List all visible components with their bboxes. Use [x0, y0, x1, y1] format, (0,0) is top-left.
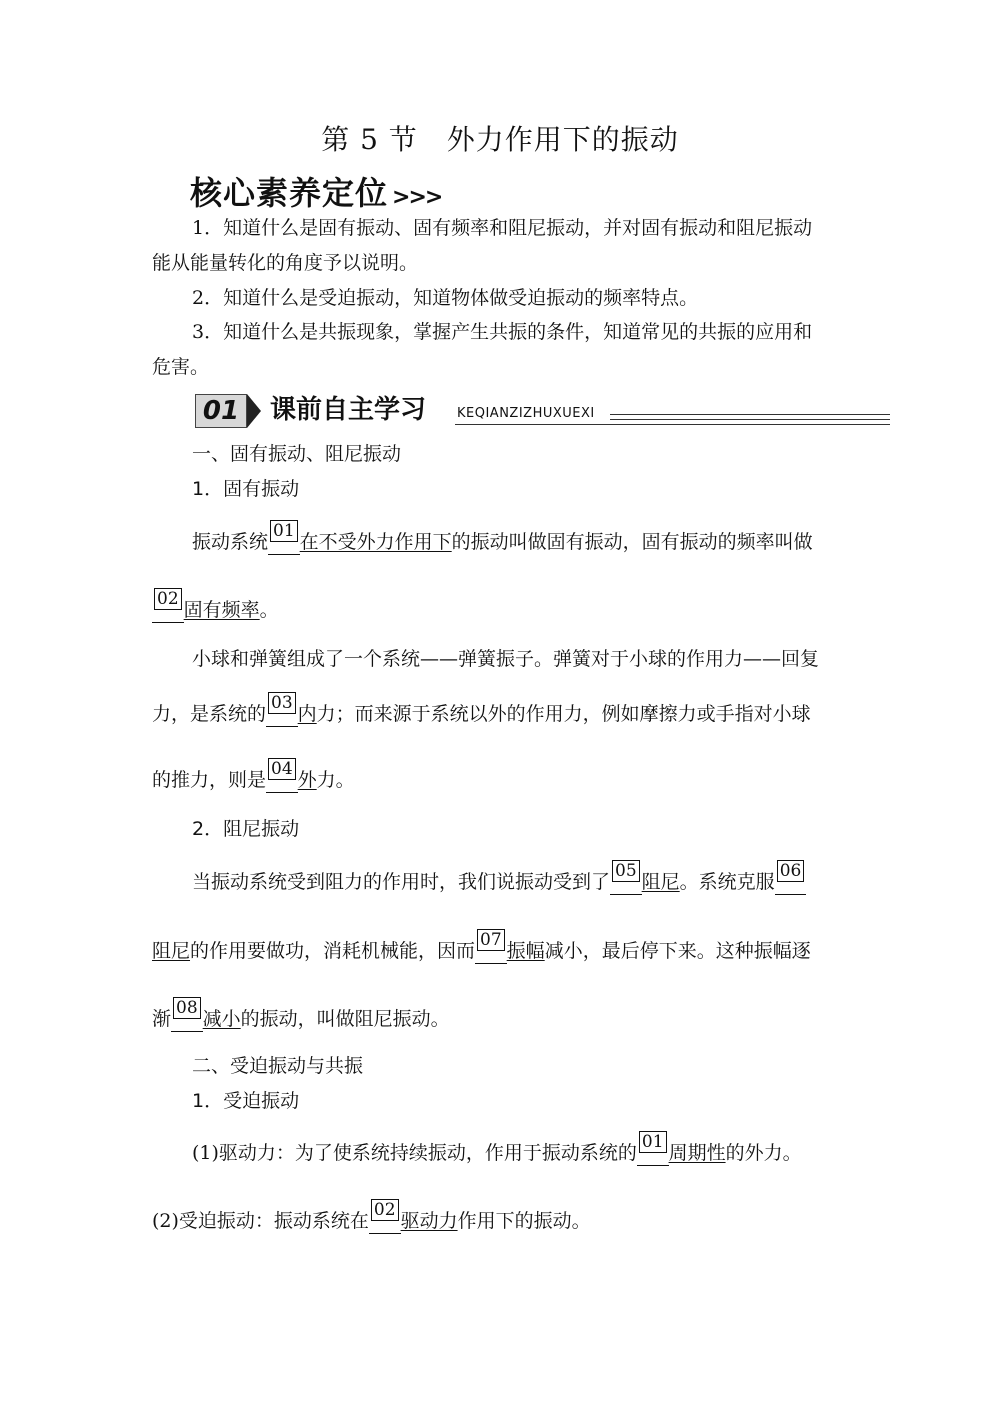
paragraph-line — [152, 589, 852, 623]
objective-line: 危害。 — [152, 356, 210, 378]
text-run: (1)驱动力：为了使系统持续振动，作用于振动系统的 — [192, 1142, 637, 1164]
answer-text: 周期性 — [668, 1142, 726, 1164]
page-title: 第 5 节 外力作用下的振动 — [321, 123, 679, 156]
paragraph-line — [152, 998, 852, 1032]
blank-number: 02 — [371, 1199, 399, 1221]
answer-text: 阻尼 — [152, 940, 191, 962]
objective-line: 3．知道什么是共振现象，掌握产生共振的条件，知道常见的共振的应用和 — [192, 321, 813, 343]
paragraph-line — [152, 759, 852, 793]
blank-number: 02 — [154, 588, 182, 610]
blank-number: 03 — [268, 692, 296, 714]
answer-blank[interactable] — [610, 861, 642, 895]
answer-text: 驱动力 — [400, 1210, 458, 1232]
subsection-heading: 1．固有振动 — [192, 478, 300, 500]
section-heading: 一、固有振动、阻尼振动 — [192, 443, 402, 465]
answer-text: 振幅 — [506, 940, 545, 962]
blank-number: 05 — [612, 860, 640, 882]
banner-wedge-icon — [247, 394, 261, 428]
answer-text: 减小 — [202, 1008, 241, 1030]
paragraph-line — [152, 1200, 852, 1234]
answer-blank[interactable] — [171, 998, 203, 1032]
paragraph-line — [152, 693, 852, 727]
answer-blank[interactable] — [637, 1132, 669, 1166]
blank-number: 06 — [777, 860, 805, 882]
text-run: 的推力，则是 — [152, 769, 267, 791]
text-run: 的振动，叫做阻尼振动。 — [240, 1008, 450, 1030]
answer-blank[interactable] — [152, 589, 184, 623]
text-run: 力；而来源于系统以外的作用力，例如摩擦力或手指对小球 — [316, 703, 811, 725]
text-run: 渐 — [152, 1008, 172, 1030]
text-run: 减小，最后停下来。这种振幅逐 — [544, 940, 811, 962]
text-run: 作用下的振动。 — [457, 1210, 591, 1232]
answer-text: 在不受外力作用下 — [299, 531, 452, 553]
text-run: 。系统克服 — [679, 871, 775, 893]
answer-blank[interactable] — [775, 861, 807, 895]
answer-text: 阻尼 — [641, 871, 680, 893]
paragraph-line — [192, 1132, 852, 1166]
banner-pinyin: KEQIANZIZHUXUEXI — [457, 406, 595, 421]
text-run: 力，是系统的 — [152, 703, 267, 725]
banner-rule — [610, 414, 890, 415]
answer-blank[interactable] — [475, 930, 507, 964]
banner-title: 课前自主学习 — [270, 395, 427, 425]
answer-blank[interactable] — [266, 693, 298, 727]
text-run: 的振动叫做固有振动，固有振动的频率叫做 — [451, 531, 813, 553]
text-run: 的作用要做功，消耗机械能，因而 — [190, 940, 476, 962]
blank-number: 08 — [173, 997, 201, 1019]
subsection-heading: 2．阻尼振动 — [192, 818, 300, 840]
core-heading-text: 核心素养定位 — [190, 174, 389, 212]
text-run: 的外力。 — [725, 1142, 802, 1164]
objective-line: 1．知道什么是固有振动、固有频率和阻尼振动，并对固有振动和阻尼振动 — [192, 217, 813, 239]
banner-rule — [610, 419, 890, 420]
banner-rule — [455, 424, 890, 425]
paragraph-line — [192, 861, 852, 895]
paragraph-line: 小球和弹簧组成了一个系统——弹簧振子。弹簧对于小球的作用力——回复 — [192, 648, 820, 670]
section-banner — [195, 392, 890, 432]
text-run: 。 — [259, 599, 279, 621]
answer-text: 固有频率 — [183, 599, 260, 621]
objective-line: 2．知道什么是受迫振动，知道物体做受迫振动的频率特点。 — [192, 287, 699, 309]
subsection-heading: 1．受迫振动 — [192, 1090, 300, 1112]
answer-text: 外 — [297, 769, 317, 791]
blank-number: 04 — [268, 758, 296, 780]
blank-number: 07 — [477, 929, 505, 951]
chevron-right-icon: >>> — [392, 185, 442, 210]
text-run: 当振动系统受到阻力的作用时，我们说振动受到了 — [192, 871, 611, 893]
core-literacy-heading — [190, 168, 441, 214]
answer-blank[interactable] — [369, 1200, 401, 1234]
text-run: 振动系统 — [192, 531, 269, 553]
text-run: (2)受迫振动：振动系统在 — [152, 1210, 369, 1232]
section-heading: 二、受迫振动与共振 — [192, 1055, 364, 1077]
blank-number: 01 — [639, 1131, 667, 1153]
paragraph-line — [152, 930, 852, 964]
paragraph-line — [192, 521, 852, 555]
answer-text: 内 — [297, 703, 317, 725]
objective-line: 能从能量转化的角度予以说明。 — [152, 252, 419, 274]
answer-blank[interactable] — [268, 521, 300, 555]
banner-number: 01 — [195, 394, 247, 428]
answer-blank[interactable] — [266, 759, 298, 793]
blank-number: 01 — [270, 520, 298, 542]
text-run: 力。 — [316, 769, 355, 791]
